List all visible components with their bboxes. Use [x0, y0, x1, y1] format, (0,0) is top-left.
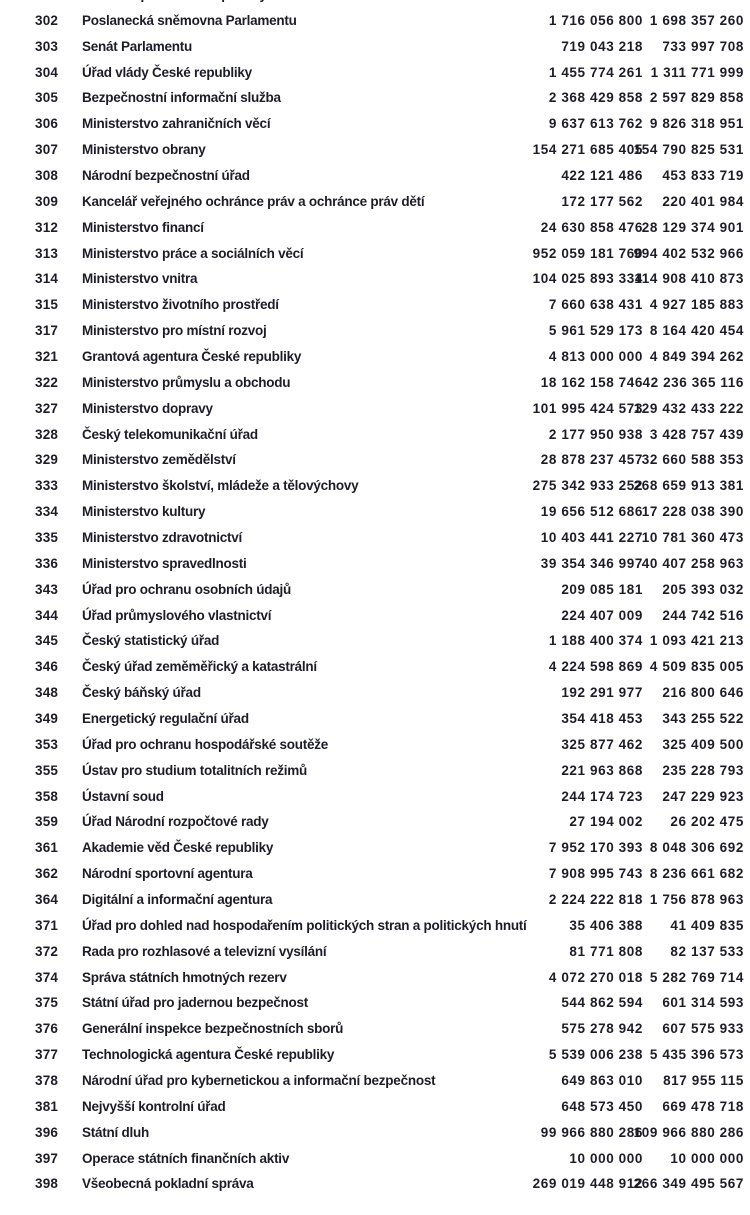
amount-col-1: 27 194 002 [569, 814, 643, 830]
chapter-number: 372 [35, 943, 59, 959]
table-row [0, 1068, 750, 1094]
amount-col-1: 422 121 486 [561, 167, 643, 183]
chapter-name: Úřad pro ochranu osobních údajů [82, 581, 292, 597]
amount-col-2: 129 432 433 222 [633, 400, 744, 416]
amount-col-1: 648 573 450 [561, 1098, 643, 1114]
table-row [0, 938, 750, 964]
table-row [0, 344, 750, 370]
chapter-number: 322 [35, 374, 59, 390]
table-row [0, 111, 750, 137]
amount-col-2: 268 659 913 381 [633, 478, 744, 494]
amount-col-2: 3 428 757 439 [649, 426, 744, 442]
amount-col-1: 209 085 181 [561, 581, 643, 597]
chapter-number: 312 [35, 219, 59, 235]
amount-col-2: 607 575 933 [662, 1021, 744, 1037]
amount-col-2: 5 435 396 573 [649, 1047, 744, 1063]
amount-col-2: 994 402 532 966 [633, 245, 744, 261]
amount-col-2: 9 826 318 951 [649, 116, 744, 132]
chapter-name: Ústavní soud [82, 788, 164, 804]
amount-col-1: 7 660 638 431 [548, 297, 643, 313]
chapter-number: 377 [35, 1047, 59, 1063]
chapter-number: 307 [35, 142, 59, 158]
chapter-number: 308 [35, 167, 59, 183]
amount-col-2: 216 800 646 [662, 685, 744, 701]
chapter-name: Ministerstvo práce a sociálních věcí [82, 245, 304, 261]
amount-col-1: 154 271 685 405 [532, 142, 643, 158]
chapter-number: 306 [35, 116, 59, 132]
table-row [0, 137, 750, 163]
amount-col-2: 205 393 032 [662, 581, 744, 597]
chapter-number: 346 [35, 659, 59, 675]
chapter-name: Český báňský úřad [82, 685, 201, 701]
amount-col-2: 32 660 588 353 [641, 452, 744, 468]
chapter-number: 313 [35, 245, 59, 261]
amount-col-1: 81 771 808 [569, 943, 643, 959]
table-row [0, 964, 750, 990]
table-row [0, 576, 750, 602]
amount-col-1: 649 863 010 [561, 1073, 643, 1089]
table-row [0, 369, 750, 395]
chapter-name: Bezpečnostní informační služba [82, 90, 281, 106]
amount-col-2: 114 908 410 873 [634, 271, 744, 287]
amount-col-1: 35 406 388 [569, 917, 643, 933]
chapter-name: Akademie věd České republiky [82, 840, 274, 856]
table-row [0, 59, 750, 85]
table-row [0, 1093, 750, 1119]
chapter-number: 303 [35, 38, 59, 54]
amount-col-2 [662, 0, 744, 7]
amount-col-1: 192 291 977 [561, 685, 643, 701]
chapter-number [35, 0, 65, 7]
table-row [0, 706, 750, 732]
chapter-name: Úřad pro dohled nad hospodařením politických stran a politických hnutí [82, 917, 527, 933]
chapter-name: Státní úřad pro jadernou bezpečnost [82, 995, 309, 1011]
amount-col-1: 244 174 723 [561, 788, 643, 804]
chapter-name: Ministerstvo zdravotnictví [82, 529, 243, 545]
amount-col-2: 8 048 306 692 [649, 840, 744, 856]
amount-col-1: 2 224 222 818 [548, 892, 643, 907]
amount-col-1: 172 177 562 [561, 193, 643, 209]
partial-table-row [0, 0, 750, 7]
amount-col-2: 4 509 835 005 [649, 659, 744, 675]
chapter-number: 305 [35, 90, 59, 106]
table-row [0, 1145, 750, 1171]
chapter-name: Ministerstvo vnitra [82, 271, 198, 287]
amount-col-2: 1 756 878 963 [649, 892, 744, 907]
amount-col-1: 7 908 995 743 [548, 866, 643, 882]
amount-col-2: 4 927 185 883 [649, 297, 744, 313]
amount-col-1: 7 952 170 393 [548, 840, 643, 856]
table-row [0, 1171, 750, 1197]
chapter-name: Úřad Národní rozpočtové rady [82, 814, 269, 830]
chapter-number: 376 [35, 1021, 59, 1037]
amount-col-1: 4 224 598 869 [548, 659, 643, 675]
amount-col-2: 154 790 825 531 [633, 142, 744, 158]
table-row [0, 85, 750, 111]
chapter-number: 362 [35, 866, 59, 882]
amount-col-1: 1 716 056 800 [548, 12, 643, 28]
chapter-number: 396 [35, 1124, 59, 1140]
amount-col-2: 220 401 984 [662, 193, 744, 209]
chapter-name: Ministerstvo kultury [82, 504, 206, 520]
chapter-name: Grantová agentura České republiky [82, 348, 302, 364]
table-row [0, 188, 750, 214]
table-row [0, 731, 750, 757]
amount-col-1: 575 278 942 [561, 1021, 643, 1037]
table-row [0, 33, 750, 59]
chapter-name: Senát Parlamentu [82, 38, 193, 54]
amount-col-2: 5 282 769 714 [649, 969, 744, 985]
table-row [0, 240, 750, 266]
table-row [0, 7, 750, 33]
chapter-name: Český úřad zeměměřický a katastrální [82, 659, 317, 675]
amount-col-2: 266 349 495 567 [633, 1176, 744, 1192]
chapter-name: Ministerstvo zemědělství [82, 452, 236, 468]
amount-col-1: 5 539 006 238 [548, 1047, 643, 1063]
amount-col-1: 1 188 400 374 [548, 633, 643, 649]
table-row [0, 163, 750, 189]
amount-col-1: 10 000 000 [569, 1150, 643, 1166]
chapter-name: Ministerstvo školství, mládeže a tělovýchovy [82, 478, 359, 494]
amount-col-1: 275 342 933 252 [532, 478, 643, 494]
table-row [0, 525, 750, 551]
chapter-name: Úřad vlády České republiky [82, 64, 252, 80]
table-row [0, 602, 750, 628]
table-row [0, 421, 750, 447]
chapter-number: 329 [35, 452, 59, 468]
chapter-number: 398 [35, 1176, 59, 1192]
chapter-name: Český statistický úřad [82, 633, 220, 649]
amount-col-1: 19 656 512 686 [540, 504, 643, 520]
chapter-name: Poslanecká sněmovna Parlamentu [82, 12, 297, 28]
chapter-name: Digitální a informační agentura [82, 892, 273, 907]
chapter-name: Ministerstvo obrany [82, 142, 206, 158]
amount-col-2: 40 407 258 963 [641, 555, 744, 571]
table-row [0, 783, 750, 809]
chapter-number: 374 [35, 969, 59, 985]
chapter-number: 335 [35, 529, 59, 545]
chapter-number: 333 [35, 478, 59, 494]
amount-col-2: 1 311 771 999 [650, 64, 744, 80]
amount-col-2: 82 137 533 [670, 943, 744, 959]
chapter-name: Ministerstvo průmyslu a obchodu [82, 374, 291, 390]
amount-col-2: 17 228 038 390 [641, 504, 744, 520]
amount-col-2: 109 966 880 286 [633, 1124, 744, 1140]
amount-col-2: 669 478 718 [662, 1098, 744, 1114]
chapter-number: 314 [35, 271, 59, 287]
table-row [0, 680, 750, 706]
table-row [0, 292, 750, 318]
amount-col-1: 221 963 868 [561, 762, 643, 778]
chapter-number: 345 [35, 633, 59, 649]
chapter-name: Český telekomunikační úřad [82, 426, 258, 442]
chapter-name: Ministerstvo financí [82, 219, 204, 235]
table-row [0, 395, 750, 421]
chapter-number: 381 [35, 1098, 59, 1114]
table-row [0, 887, 750, 913]
chapter-number: 348 [35, 685, 59, 701]
amount-col-2: 10 000 000 [670, 1150, 744, 1166]
chapter-name: Technologická agentura České republiky [82, 1047, 335, 1063]
amount-col-2: 601 314 593 [662, 995, 744, 1011]
chapter-name: Národní bezpečnostní úřad [82, 167, 250, 183]
chapter-number: 359 [35, 814, 59, 830]
table-row [0, 1119, 750, 1145]
amount-col-2: 817 955 115 [663, 1073, 744, 1089]
chapter-name: Energetický regulační úřad [82, 710, 249, 726]
amount-col-2: 1 093 421 213 [649, 633, 744, 649]
table-row [0, 266, 750, 292]
amount-col-1: 28 878 237 457 [540, 452, 643, 468]
table-row [0, 990, 750, 1016]
chapter-number: 321 [35, 348, 59, 364]
table-row [0, 757, 750, 783]
chapter-name: Operace státních finančních aktiv [82, 1150, 290, 1166]
chapter-name: Ministerstvo životního prostředí [82, 297, 279, 313]
amount-col-1: 719 043 218 [561, 38, 643, 54]
amount-col-1: 2 368 429 858 [548, 90, 643, 106]
table-row [0, 499, 750, 525]
table-row [0, 628, 750, 654]
amount-col-1: 5 961 529 173 [548, 323, 643, 339]
amount-col-1: 9 637 613 762 [548, 116, 643, 132]
amount-col-1: 952 059 181 760 [532, 245, 643, 261]
chapter-name: Ministerstvo spravedlnosti [82, 555, 247, 571]
table-row [0, 861, 750, 887]
amount-col-2: 343 255 522 [662, 710, 744, 726]
chapter-name: Ústav pro studium totalitních režimů [82, 762, 308, 778]
amount-col-1: 24 630 858 476 [540, 219, 643, 235]
amount-col-2: 4 849 394 262 [649, 348, 744, 364]
table-row [0, 835, 750, 861]
amount-col-2: 41 409 835 [670, 917, 744, 933]
amount-col-1: 325 877 462 [561, 736, 643, 752]
chapter-number: 353 [35, 736, 59, 752]
chapter-name: Nejvyšší kontrolní úřad [82, 1098, 226, 1114]
amount-col-1: 4 072 270 018 [548, 969, 643, 985]
chapter-name: Všeobecná pokladní správa [82, 1176, 254, 1192]
table-row [0, 809, 750, 835]
chapter-number: 317 [35, 323, 59, 339]
amount-col-2: 2 597 829 858 [649, 90, 744, 106]
chapter-number: 355 [35, 762, 59, 778]
amount-col-1: 224 407 009 [561, 607, 643, 623]
table-row [0, 654, 750, 680]
table-row [0, 550, 750, 576]
chapter-number: 334 [35, 504, 59, 520]
chapter-number: 302 [35, 12, 59, 28]
amount-col-2: 8 236 661 682 [649, 866, 744, 882]
chapter-number: 315 [35, 297, 59, 313]
amount-col-1: 4 813 000 000 [548, 348, 643, 364]
amount-col-1 [561, 0, 643, 7]
chapter-number: 327 [35, 400, 59, 416]
amount-col-2: 325 409 500 [662, 736, 744, 752]
chapter-number: 375 [35, 995, 59, 1011]
amount-col-1: 101 995 424 573 [532, 400, 643, 416]
chapter-name: Ministerstvo pro místní rozvoj [82, 323, 267, 339]
chapter-name: Ministerstvo dopravy [82, 400, 213, 416]
chapter-number: 364 [35, 892, 59, 907]
chapter-number: 343 [35, 581, 59, 597]
chapter-number: 336 [35, 555, 59, 571]
chapter-name [82, 0, 267, 7]
chapter-number: 309 [35, 193, 59, 209]
amount-col-1: 104 025 893 334 [532, 271, 643, 287]
chapter-name: Kancelář veřejného ochránce práv a ochránce práv dětí [82, 193, 425, 209]
chapter-number: 358 [35, 788, 59, 804]
amount-col-1: 99 966 880 286 [540, 1124, 643, 1140]
chapter-number: 344 [35, 607, 59, 623]
chapter-name: Ministerstvo zahraničních věcí [82, 116, 271, 132]
table-row [0, 318, 750, 344]
table-row [0, 1042, 750, 1068]
amount-col-1: 39 354 346 997 [540, 555, 643, 571]
chapter-name: Generální inspekce bezpečnostních sborů [82, 1021, 344, 1037]
chapter-number: 304 [35, 64, 59, 80]
amount-col-2: 8 164 420 454 [649, 323, 744, 339]
amount-col-2: 42 236 365 116 [642, 374, 744, 390]
chapter-number: 397 [35, 1150, 59, 1166]
amount-col-2: 235 228 793 [662, 762, 744, 778]
chapter-number: 378 [35, 1073, 59, 1089]
amount-col-1: 544 862 594 [561, 995, 643, 1011]
amount-col-2: 26 202 475 [670, 814, 744, 830]
chapter-number: 328 [35, 426, 59, 442]
chapter-name: Rada pro rozhlasové a televizní vysílání [82, 943, 327, 959]
chapter-number: 371 [35, 917, 59, 933]
amount-col-2: 244 742 516 [662, 607, 744, 623]
chapter-name: Národní úřad pro kybernetickou a informační bezpečnost [82, 1073, 436, 1089]
table-row [0, 1016, 750, 1042]
amount-col-2: 247 229 923 [662, 788, 744, 804]
amount-col-1: 10 403 441 227 [540, 529, 643, 545]
chapter-number: 349 [35, 710, 59, 726]
chapter-number: 361 [35, 840, 59, 856]
table-row [0, 214, 750, 240]
amount-col-1: 18 162 158 746 [540, 374, 643, 390]
amount-col-2: 453 833 719 [662, 167, 744, 183]
amount-col-2: 733 997 708 [662, 38, 744, 54]
chapter-name: Národní sportovní agentura [82, 866, 253, 882]
amount-col-1: 354 418 453 [561, 710, 643, 726]
amount-col-1: 1 455 774 261 [548, 64, 643, 80]
chapter-name: Státní dluh [82, 1124, 149, 1140]
chapter-name: Úřad průmyslového vlastnictví [82, 607, 272, 623]
amount-col-1: 2 177 950 938 [548, 426, 643, 442]
table-row [0, 473, 750, 499]
table-row [0, 447, 750, 473]
chapter-name: Správa státních hmotných rezerv [82, 969, 287, 985]
amount-col-1: 269 019 448 912 [532, 1176, 643, 1192]
amount-col-2: 28 129 374 901 [641, 219, 744, 235]
amount-col-2: 10 781 360 473 [641, 529, 744, 545]
amount-col-2: 1 698 357 260 [649, 12, 744, 28]
table-row [0, 912, 750, 938]
chapter-name: Úřad pro ochranu hospodářské soutěže [82, 736, 329, 752]
